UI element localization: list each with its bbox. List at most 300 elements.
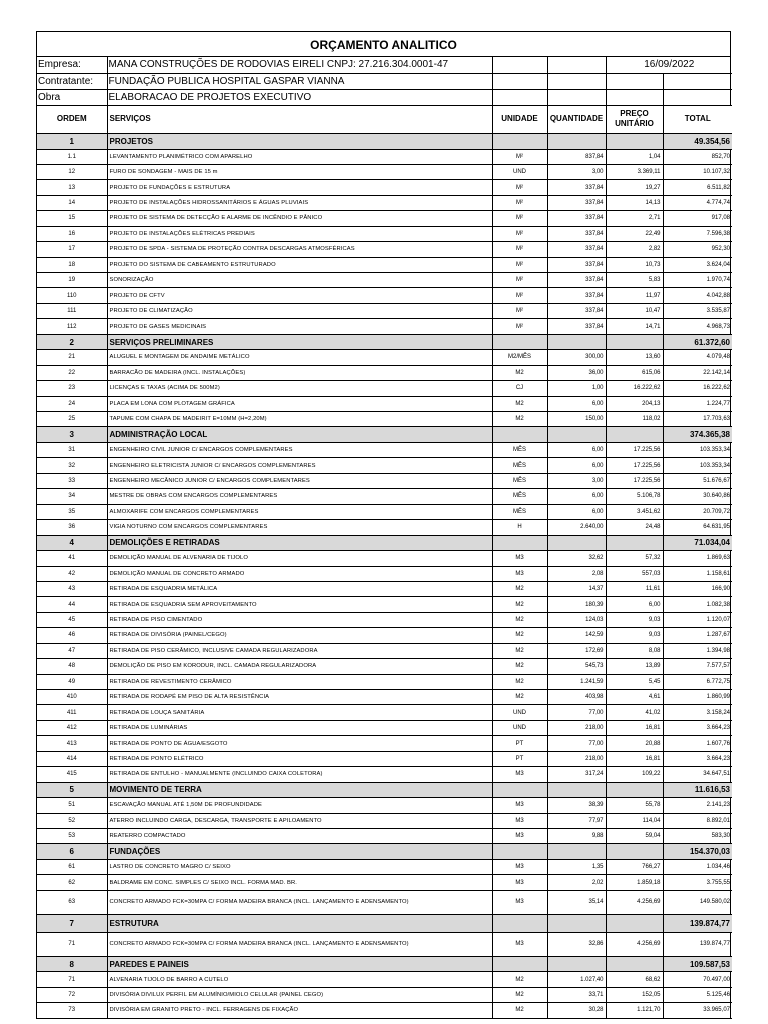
- item-preco-unitario: 14,71: [606, 319, 663, 334]
- header-total: TOTAL: [663, 106, 732, 134]
- table-row: [37, 412, 732, 427]
- item-unidade: M2: [492, 690, 547, 705]
- item-total: 34.647,51: [663, 767, 732, 782]
- section-title: ADMINISTRAÇÃO LOCAL: [107, 427, 492, 443]
- contratante-row: [37, 73, 732, 89]
- item-ordem: 17: [37, 242, 107, 257]
- item-quantidade: 337,84: [547, 242, 606, 257]
- item-unidade: M²: [492, 242, 547, 257]
- header-servicos: SERVIÇOS: [107, 106, 492, 134]
- item-ordem: 412: [37, 720, 107, 735]
- item-unidade: MÊS: [492, 442, 547, 457]
- item-servico: PROJETO DE FUNDAÇÕES E ESTRUTURA: [107, 180, 492, 195]
- item-servico: DEMOLIÇÃO DE PISO EM KORODUR, INCL. CAMADA REGULARIZADORA: [107, 659, 492, 674]
- section-total: 11.616,53: [663, 782, 732, 798]
- item-preco-unitario: 204,13: [606, 396, 663, 411]
- item-ordem: 44: [37, 597, 107, 612]
- document-title: ORÇAMENTO ANALITICO: [37, 31, 730, 57]
- item-quantidade: 180,39: [547, 597, 606, 612]
- item-servico: ATERRO INCLUINDO CARGA, DESCARGA, TRANSPORTE E APILOAMENTO: [107, 813, 492, 828]
- item-total: 1.034,46: [663, 859, 732, 874]
- item-servico: ALUGUEL E MONTAGEM DE ANDAIME METÁLICO: [107, 350, 492, 365]
- item-servico: MESTRE DE OBRAS COM ENCARGOS COMPLEMENTARES: [107, 489, 492, 504]
- section-empty: [492, 134, 547, 150]
- item-unidade: M²: [492, 226, 547, 241]
- table-row: [37, 226, 732, 241]
- item-preco-unitario: 59,04: [606, 829, 663, 844]
- item-ordem: 413: [37, 736, 107, 751]
- item-unidade: M2: [492, 612, 547, 627]
- item-unidade: H: [492, 520, 547, 535]
- section-row: [37, 535, 732, 551]
- item-servico: PROJETO DE CFTV: [107, 288, 492, 303]
- item-preco-unitario: 4.256,69: [606, 932, 663, 956]
- table-row: [37, 180, 732, 195]
- item-quantidade: 218,00: [547, 751, 606, 766]
- item-unidade: M²: [492, 257, 547, 272]
- item-ordem: 415: [37, 767, 107, 782]
- item-unidade: M3: [492, 813, 547, 828]
- item-preco-unitario: 1,04: [606, 149, 663, 164]
- item-ordem: 23: [37, 381, 107, 396]
- item-servico: PROJETO DE GASES MEDICINAIS: [107, 319, 492, 334]
- section-total: 109.587,53: [663, 956, 732, 972]
- item-ordem: 15: [37, 211, 107, 226]
- section-title: SERVIÇOS PRELIMINARES: [107, 334, 492, 350]
- item-ordem: 35: [37, 504, 107, 519]
- item-servico: ALVENARIA TIJOLO DE BARRO A CUTELO: [107, 972, 492, 987]
- item-servico: PROJETO DE INSTALAÇÕES ELÉTRICAS PREDIAIS: [107, 226, 492, 241]
- item-servico: LASTRO DE CONCRETO MAGRO C/ SEIXO: [107, 859, 492, 874]
- item-ordem: 46: [37, 628, 107, 643]
- section-empty: [606, 535, 663, 551]
- section-number: 3: [37, 427, 107, 443]
- item-servico: ENGENHEIRO CIVIL JUNIOR C/ ENCARGOS COMPLEMENTARES: [107, 442, 492, 457]
- section-number: 8: [37, 956, 107, 972]
- table-row: [37, 164, 732, 179]
- section-title: PAREDES E PAINEIS: [107, 956, 492, 972]
- contratante-label: Contratante:: [37, 73, 107, 89]
- item-unidade: UND: [492, 720, 547, 735]
- item-ordem: 51: [37, 798, 107, 813]
- item-total: 22.142,14: [663, 365, 732, 380]
- item-ordem: 21: [37, 350, 107, 365]
- item-servico: ALMOXARIFE COM ENCARGOS COMPLEMENTARES: [107, 504, 492, 519]
- item-quantidade: 32,86: [547, 932, 606, 956]
- item-quantidade: 837,84: [547, 149, 606, 164]
- table-row: [37, 890, 732, 914]
- table-row: [37, 473, 732, 488]
- item-total: 8.892,01: [663, 813, 732, 828]
- item-ordem: 25: [37, 412, 107, 427]
- item-ordem: 31: [37, 442, 107, 457]
- item-servico: RETIRADA DE PISO CERÂMICO, INCLUSIVE CAMADA REGULARIZADORA: [107, 643, 492, 658]
- item-total: 4.079,48: [663, 350, 732, 365]
- item-servico: DIVISÓRIA EM GRANITO PRETO - INCL. FERRAGENS DE FIXAÇÃO: [107, 1003, 492, 1018]
- item-preco-unitario: 9,03: [606, 612, 663, 627]
- item-quantidade: 6,00: [547, 458, 606, 473]
- item-total: 103.353,34: [663, 442, 732, 457]
- item-total: 1.970,74: [663, 273, 732, 288]
- empresa-label: Empresa:: [37, 57, 107, 73]
- item-ordem: 18: [37, 257, 107, 272]
- table-row: [37, 581, 732, 596]
- item-ordem: 112: [37, 319, 107, 334]
- section-number: 6: [37, 844, 107, 860]
- table-row: [37, 1003, 732, 1018]
- item-ordem: 49: [37, 674, 107, 689]
- item-ordem: 41: [37, 551, 107, 566]
- item-ordem: 71: [37, 932, 107, 956]
- obra-value: ELABORACAO DE PROJETOS EXECUTIVO: [107, 89, 492, 105]
- item-preco-unitario: 20,88: [606, 736, 663, 751]
- table-row: [37, 396, 732, 411]
- section-total: 154.370,03: [663, 844, 732, 860]
- item-unidade: M²: [492, 211, 547, 226]
- item-preco-unitario: 6,00: [606, 597, 663, 612]
- section-row: [37, 844, 732, 860]
- item-servico: RETIRADA DE RODAPÉ EM PISO DE ALTA RESISTÊNCIA: [107, 690, 492, 705]
- item-ordem: 62: [37, 875, 107, 890]
- item-unidade: M3: [492, 767, 547, 782]
- item-quantidade: 3,00: [547, 473, 606, 488]
- item-preco-unitario: 11,97: [606, 288, 663, 303]
- item-preco-unitario: 11,61: [606, 581, 663, 596]
- item-ordem: 47: [37, 643, 107, 658]
- section-empty: [547, 914, 606, 932]
- item-ordem: 33: [37, 473, 107, 488]
- item-total: 17.703,63: [663, 412, 732, 427]
- item-preco-unitario: 766,27: [606, 859, 663, 874]
- item-preco-unitario: 2,71: [606, 211, 663, 226]
- item-ordem: 52: [37, 813, 107, 828]
- item-quantidade: 3,00: [547, 164, 606, 179]
- item-preco-unitario: 4,61: [606, 690, 663, 705]
- section-number: 7: [37, 914, 107, 932]
- item-total: 1.860,99: [663, 690, 732, 705]
- item-quantidade: 32,62: [547, 551, 606, 566]
- item-unidade: M2: [492, 987, 547, 1002]
- item-quantidade: 337,84: [547, 211, 606, 226]
- item-preco-unitario: 57,32: [606, 551, 663, 566]
- item-unidade: M3: [492, 859, 547, 874]
- item-preco-unitario: 1.859,18: [606, 875, 663, 890]
- item-unidade: MÊS: [492, 458, 547, 473]
- item-unidade: M²: [492, 319, 547, 334]
- item-quantidade: 14,37: [547, 581, 606, 596]
- section-number: 4: [37, 535, 107, 551]
- item-servico: DIVISÓRIA DIVILUX PERFIL EM ALUMÍNIO/MIOLO CELULAR (PAINEL CEGO): [107, 987, 492, 1002]
- section-empty: [547, 956, 606, 972]
- section-number: 5: [37, 782, 107, 798]
- section-empty: [492, 782, 547, 798]
- section-total: 49.354,56: [663, 134, 732, 150]
- table-row: [37, 987, 732, 1002]
- table-row: [37, 350, 732, 365]
- item-servico: ENGENHEIRO ELETRICISTA JUNIOR C/ ENCARGOS COMPLEMENTARES: [107, 458, 492, 473]
- table-row: [37, 751, 732, 766]
- section-total: 61.372,60: [663, 334, 732, 350]
- item-preco-unitario: 8,08: [606, 643, 663, 658]
- item-total: 917,08: [663, 211, 732, 226]
- item-quantidade: 337,84: [547, 180, 606, 195]
- item-unidade: M2: [492, 365, 547, 380]
- item-unidade: M3: [492, 829, 547, 844]
- item-unidade: M2: [492, 628, 547, 643]
- section-empty: [492, 427, 547, 443]
- budget-rows: [37, 134, 732, 1019]
- empresa-row: [37, 57, 732, 73]
- item-servico: LICENÇAS E TAXAS (ACIMA DE 500M2): [107, 381, 492, 396]
- item-total: 4.042,88: [663, 288, 732, 303]
- item-servico: SONORIZAÇÃO: [107, 273, 492, 288]
- item-unidade: M2: [492, 1003, 547, 1018]
- item-total: 3.664,23: [663, 751, 732, 766]
- info-table: [37, 57, 732, 106]
- item-ordem: 32: [37, 458, 107, 473]
- item-preco-unitario: 22,49: [606, 226, 663, 241]
- item-ordem: 1.1: [37, 149, 107, 164]
- section-number: 2: [37, 334, 107, 350]
- item-total: 4.968,73: [663, 319, 732, 334]
- table-row: [37, 643, 732, 658]
- item-preco-unitario: 615,06: [606, 365, 663, 380]
- item-preco-unitario: 2,82: [606, 242, 663, 257]
- item-servico: PROJETO DE INSTALAÇÕES HIDROSSANITÁRIOS E ÁGUAS PLUVIAIS: [107, 195, 492, 210]
- item-preco-unitario: 17.225,56: [606, 442, 663, 457]
- item-preco-unitario: 24,48: [606, 520, 663, 535]
- item-unidade: M3: [492, 875, 547, 890]
- item-quantidade: 337,84: [547, 257, 606, 272]
- table-row: [37, 381, 732, 396]
- item-total: 1.394,98: [663, 643, 732, 658]
- item-total: 64.631,95: [663, 520, 732, 535]
- item-unidade: M3: [492, 890, 547, 914]
- item-unidade: M2: [492, 659, 547, 674]
- item-servico: RETIRADA DE LOUÇA SANITÁRIA: [107, 705, 492, 720]
- item-total: 2.141,23: [663, 798, 732, 813]
- item-ordem: 19: [37, 273, 107, 288]
- item-quantidade: 6,00: [547, 489, 606, 504]
- item-servico: PLACA EM LONA COM PLOTAGEM GRÁFICA: [107, 396, 492, 411]
- item-servico: RETIRADA DE PISO CIMENTADO: [107, 612, 492, 627]
- item-unidade: MÊS: [492, 473, 547, 488]
- table-row: [37, 319, 732, 334]
- item-total: 583,30: [663, 829, 732, 844]
- item-unidade: M2: [492, 643, 547, 658]
- section-number: 1: [37, 134, 107, 150]
- item-ordem: 63: [37, 890, 107, 914]
- section-title: ESTRUTURA: [107, 914, 492, 932]
- item-quantidade: 36,00: [547, 365, 606, 380]
- item-total: 1.120,07: [663, 612, 732, 627]
- item-total: 4.774,74: [663, 195, 732, 210]
- item-servico: ENGENHEIRO MECÂNICO JUNIOR C/ ENCARGOS COMPLEMENTARES: [107, 473, 492, 488]
- table-row: [37, 859, 732, 874]
- table-row: [37, 489, 732, 504]
- item-quantidade: 545,73: [547, 659, 606, 674]
- section-empty: [606, 956, 663, 972]
- item-preco-unitario: 1.121,70: [606, 1003, 663, 1018]
- item-total: 20.709,72: [663, 504, 732, 519]
- item-ordem: 111: [37, 303, 107, 318]
- item-servico: PROJETO DE SISTEMA DE DETECÇÃO E ALARME DE INCÊNDIO E PÂNICO: [107, 211, 492, 226]
- item-ordem: 410: [37, 690, 107, 705]
- item-total: 16.222,62: [663, 381, 732, 396]
- table-row: [37, 659, 732, 674]
- section-empty: [492, 334, 547, 350]
- item-preco-unitario: 118,02: [606, 412, 663, 427]
- budget-sheet: [36, 31, 731, 1019]
- table-row: [37, 875, 732, 890]
- item-total: 1.869,63: [663, 551, 732, 566]
- item-servico: BALDRAME EM CONC. SIMPLES C/ SEIXO INCL. FORMA MAD. BR.: [107, 875, 492, 890]
- document-date: 16/09/2022: [606, 57, 732, 73]
- item-quantidade: 337,84: [547, 226, 606, 241]
- item-unidade: M2: [492, 581, 547, 596]
- item-ordem: 45: [37, 612, 107, 627]
- item-quantidade: 1,00: [547, 381, 606, 396]
- section-empty: [606, 427, 663, 443]
- item-quantidade: 218,00: [547, 720, 606, 735]
- item-preco-unitario: 19,27: [606, 180, 663, 195]
- item-preco-unitario: 10,73: [606, 257, 663, 272]
- table-row: [37, 551, 732, 566]
- item-ordem: 42: [37, 566, 107, 581]
- item-total: 7.596,38: [663, 226, 732, 241]
- section-empty: [492, 914, 547, 932]
- section-empty: [606, 134, 663, 150]
- section-row: [37, 134, 732, 150]
- item-servico: RETIRADA DE PONTO ELÉTRICO: [107, 751, 492, 766]
- item-servico: DEMOLIÇÃO MANUAL DE CONCRETO ARMADO: [107, 566, 492, 581]
- item-quantidade: 300,00: [547, 350, 606, 365]
- item-unidade: M3: [492, 798, 547, 813]
- item-quantidade: 2.640,00: [547, 520, 606, 535]
- section-row: [37, 914, 732, 932]
- item-quantidade: 6,00: [547, 396, 606, 411]
- item-servico: RETIRADA DE PONTO DE ÁGUA/ESGOTO: [107, 736, 492, 751]
- table-row: [37, 504, 732, 519]
- obra-row: [37, 89, 732, 105]
- item-servico: PROJETO DE SPDA - SISTEMA DE PROTEÇÃO CONTRA DESCARGAS ATMOSFÉRICAS: [107, 242, 492, 257]
- section-empty: [606, 844, 663, 860]
- item-total: 10.107,32: [663, 164, 732, 179]
- table-row: [37, 674, 732, 689]
- item-preco-unitario: 16,81: [606, 720, 663, 735]
- item-unidade: PT: [492, 751, 547, 766]
- table-row: [37, 972, 732, 987]
- table-row: [37, 690, 732, 705]
- item-preco-unitario: 4.256,69: [606, 890, 663, 914]
- section-empty: [606, 782, 663, 798]
- item-unidade: UND: [492, 705, 547, 720]
- item-preco-unitario: 17.225,56: [606, 458, 663, 473]
- item-quantidade: 38,39: [547, 798, 606, 813]
- item-preco-unitario: 16,81: [606, 751, 663, 766]
- item-preco-unitario: 10,47: [606, 303, 663, 318]
- item-total: 103.353,34: [663, 458, 732, 473]
- table-row: [37, 736, 732, 751]
- item-preco-unitario: 13,60: [606, 350, 663, 365]
- item-quantidade: 1.241,59: [547, 674, 606, 689]
- item-ordem: 16: [37, 226, 107, 241]
- section-row: [37, 334, 732, 350]
- table-row: [37, 829, 732, 844]
- item-preco-unitario: 17.225,56: [606, 473, 663, 488]
- item-total: 852,70: [663, 149, 732, 164]
- table-row: [37, 566, 732, 581]
- item-servico: CONCRETO ARMADO FCK=30MPA C/ FORMA MADEIRA BRANCA (INCL. LANÇAMENTO E ADENSAMENTO): [107, 890, 492, 914]
- item-total: 1.082,38: [663, 597, 732, 612]
- item-preco-unitario: 109,22: [606, 767, 663, 782]
- item-ordem: 53: [37, 829, 107, 844]
- item-quantidade: 30,28: [547, 1003, 606, 1018]
- header-unidade: UNIDADE: [492, 106, 547, 134]
- table-row: [37, 242, 732, 257]
- table-row: [37, 520, 732, 535]
- table-row: [37, 813, 732, 828]
- item-unidade: M²: [492, 180, 547, 195]
- item-unidade: M²: [492, 195, 547, 210]
- table-row: [37, 705, 732, 720]
- section-total: 374.365,38: [663, 427, 732, 443]
- header-ordem: ORDEM: [37, 106, 107, 134]
- section-empty: [492, 956, 547, 972]
- item-total: 1.287,67: [663, 628, 732, 643]
- contratante-value: FUNDAÇÃO PUBLICA HOSPITAL GASPAR VIANNA: [107, 73, 492, 89]
- item-unidade: M2: [492, 674, 547, 689]
- item-ordem: 61: [37, 859, 107, 874]
- item-preco-unitario: 55,78: [606, 798, 663, 813]
- item-unidade: PT: [492, 736, 547, 751]
- section-empty: [492, 844, 547, 860]
- item-quantidade: 77,00: [547, 705, 606, 720]
- section-empty: [547, 535, 606, 551]
- item-total: 33.965,07: [663, 1003, 732, 1018]
- table-row: [37, 211, 732, 226]
- item-unidade: M²: [492, 288, 547, 303]
- item-total: 3.158,24: [663, 705, 732, 720]
- item-quantidade: 337,84: [547, 273, 606, 288]
- item-unidade: M²: [492, 273, 547, 288]
- item-preco-unitario: 16.222,62: [606, 381, 663, 396]
- item-servico: ESCAVAÇÃO MANUAL ATÉ 1,50M DE PROFUNDIDADE: [107, 798, 492, 813]
- item-ordem: 14: [37, 195, 107, 210]
- item-total: 166,90: [663, 581, 732, 596]
- obra-label: Obra: [37, 89, 107, 105]
- item-unidade: MÊS: [492, 504, 547, 519]
- item-ordem: 34: [37, 489, 107, 504]
- item-quantidade: 2,02: [547, 875, 606, 890]
- item-total: 1.607,76: [663, 736, 732, 751]
- item-total: 1.158,61: [663, 566, 732, 581]
- section-empty: [492, 535, 547, 551]
- item-unidade: M2: [492, 972, 547, 987]
- table-row: [37, 195, 732, 210]
- item-servico: FURO DE SONDAGEM - MAIS DE 15 m: [107, 164, 492, 179]
- table-row: [37, 597, 732, 612]
- item-preco-unitario: 41,02: [606, 705, 663, 720]
- section-empty: [547, 334, 606, 350]
- table-row: [37, 628, 732, 643]
- item-ordem: 22: [37, 365, 107, 380]
- table-row: [37, 767, 732, 782]
- table-row: [37, 932, 732, 956]
- item-ordem: 72: [37, 987, 107, 1002]
- item-unidade: M2: [492, 412, 547, 427]
- item-servico: LEVANTAMENTO PLANIMÉTRICO COM APARELHO: [107, 149, 492, 164]
